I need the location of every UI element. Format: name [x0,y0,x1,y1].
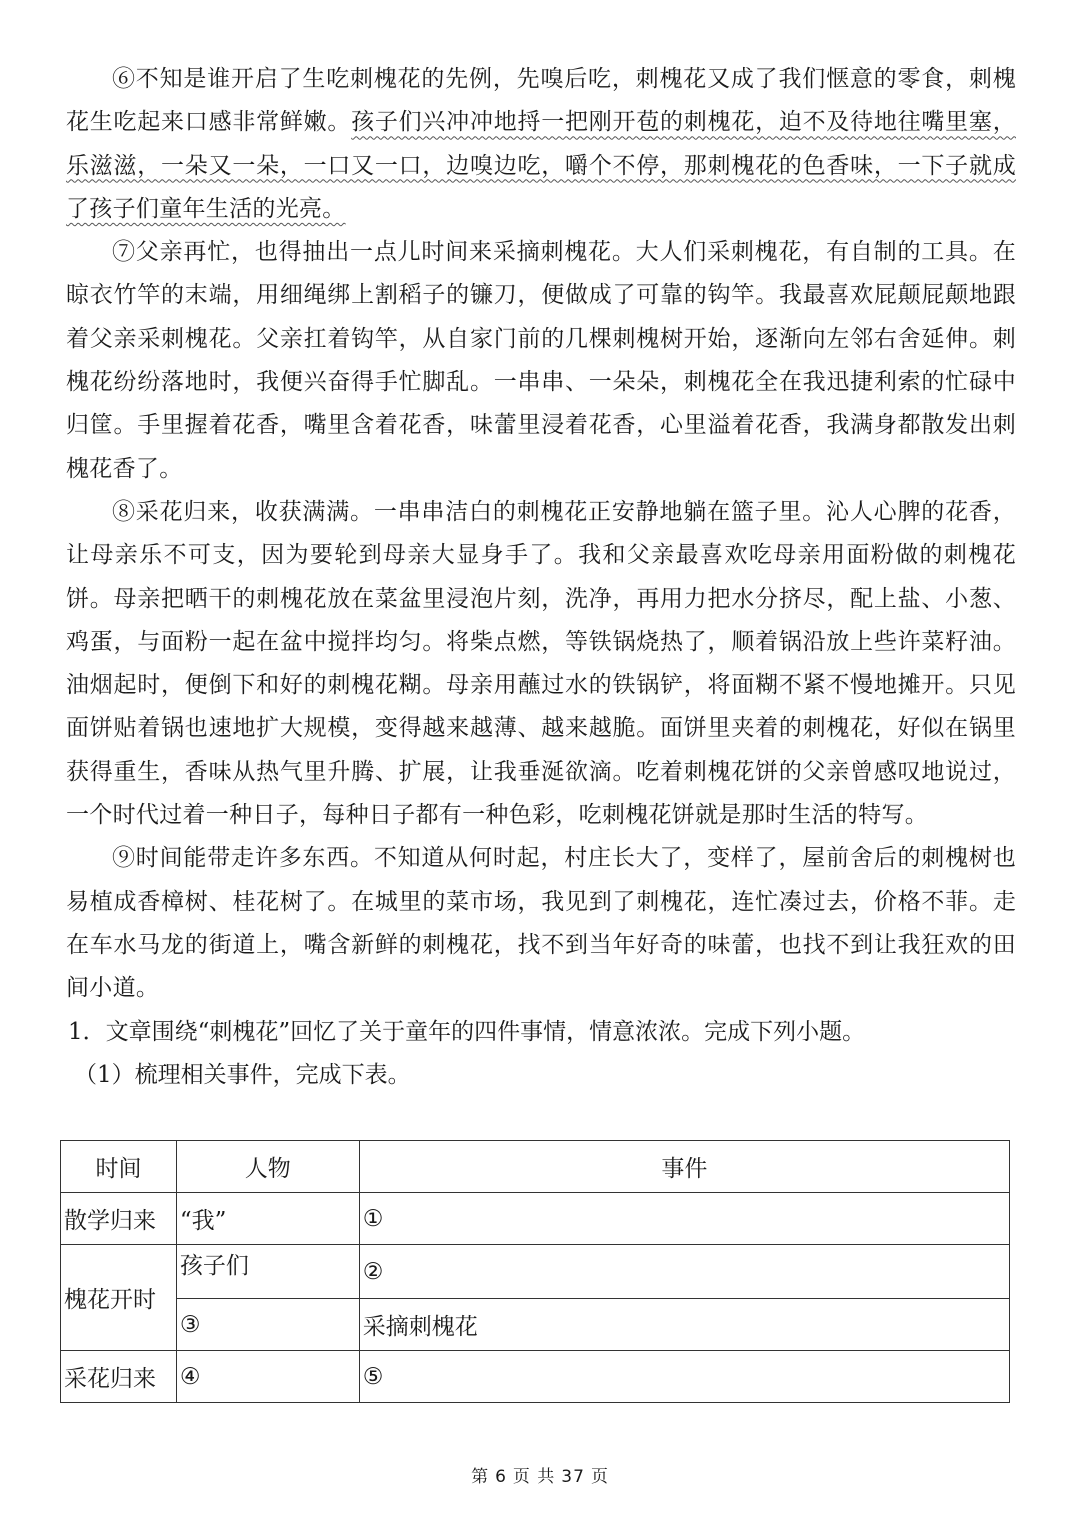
header-time: 时间 [61,1141,177,1193]
cell-person-blank[interactable]: ④ [176,1351,359,1403]
header-person: 人物 [176,1141,359,1193]
paragraph-7: ⑦父亲再忙，也得抽出一点儿时间来采摘刺槐花。大人们采刺槐花，有自制的工具。在晾衣竹竿的末端，用细绳绑上割稻子的镰刀，便做成了可靠的钩竿。我最喜欢屁颠屁颠地跟着父亲采刺槐花。父亲扛着钩竿，从自家门前的几棵刺槐树开始，逐渐向左邻右舍延伸。刺槐花纷纷落地时，我便兴奋得手忙脚乱。一串串、一朵朵，刺槐花全在我迅捷利索的忙碌中归筐。手里握着花香，嘴里含着花香，味蕾里浸着花香，心里溢着花香，我满身都散发出刺槐花香了。 [66,239,1016,482]
cell-person: 孩子们 [176,1245,359,1299]
question-1-sub-1: （1）梳理相关事件，完成下表。 [74,1061,411,1088]
article-body [66,58,1016,1097]
question-1: 1．文章围绕“刺槐花”回忆了关于童年的四件事情，情意浓浓。完成下列小题。 [68,1018,866,1045]
events-table [60,1140,1010,1403]
paragraph-9: ⑨时间能带走许多东西。不知道从何时起，村庄长大了，变样了，屋前舍后的刺槐树也易植成香樟树、桂花树了。在城里的菜市场，我见到了刺槐花，连忙凑过去，价格不菲。走在车水马龙的街道上，嘴含新鲜的刺槐花，找不到当年好奇的味蕾，也找不到让我狂欢的田间小道。 [66,845,1016,1002]
cell-time: 采花归来 [61,1351,177,1403]
paragraph-6 [66,58,1016,231]
cell-person-blank[interactable]: ③ [176,1299,359,1351]
cell-time: 槐花开时 [61,1245,177,1351]
cell-event-blank[interactable]: ② [359,1245,1009,1299]
cell-person: “我” [176,1193,359,1245]
footer-middle: 页 共 [512,1467,556,1487]
table-header-row [61,1141,1010,1193]
paragraph-8: ⑧采花归来，收获满满。一串串洁白的刺槐花正安静地躺在篮子里。沁人心脾的花香，让母亲乐不可支，因为要轮到母亲大显身手了。我和父亲最喜欢吃母亲用面粉做的刺槐花饼。母亲把晒干的刺槐花放在菜盆里浸泡片刻，洗净，再用力把水分挤尽，配上盐、小葱、鸡蛋，与面粉一起在盆中搅拌均匀。将柴点燃，等铁锅烧热了，顺着锅沿放上些许菜籽油。油烟起时，便倒下和好的刺槐花糊。母亲用蘸过水的铁锅铲，将面糊不紧不慢地摊开。只见面饼贴着锅也速地扩大规模，变得越来越薄、越来越脆。面饼里夹着的刺槐花，好似在锅里获得重生，香味从热气里升腾、扩展，让我垂涎欲滴。吃着刺槐花饼的父亲曾感叹地说过，一个时代过着一种日子，每种日子都有一种色彩，吃刺槐花饼就是那时生活的特写。 [66,498,1016,829]
header-event: 事件 [359,1141,1009,1193]
footer-prefix: 第 [471,1467,490,1487]
cell-event-blank[interactable]: ① [359,1193,1009,1245]
cell-event-blank[interactable]: ⑤ [359,1351,1009,1403]
total-pages: 37 [561,1467,585,1487]
paragraph-6-wavy-underlined: 孩子们兴冲冲地捋一把刚开苞的刺槐花，迫不及待地往嘴里塞，乐滋滋，一朵又一朵，一口又一口，边嗅边吃，嚼个不停，那刺槐花的色香味，一下子就成了孩子们童年生活的光亮。 [66,109,1016,222]
table-row [61,1193,1010,1245]
footer-suffix: 页 [590,1467,609,1487]
table-row [61,1351,1010,1403]
cell-time: 散学归来 [61,1193,177,1245]
table-row [61,1299,1010,1351]
page-footer [0,1462,1080,1487]
cell-event: 采摘刺槐花 [359,1299,1009,1351]
page-number: 6 [495,1467,507,1487]
paragraph-6-text: ⑥不知是谁开启了生吃刺槐花的先例，先嗅后吃，刺槐花又成了我们惬意的零食，刺槐花生吃起来口感非常鲜嫩。 [66,66,1016,136]
table-row [61,1245,1010,1299]
